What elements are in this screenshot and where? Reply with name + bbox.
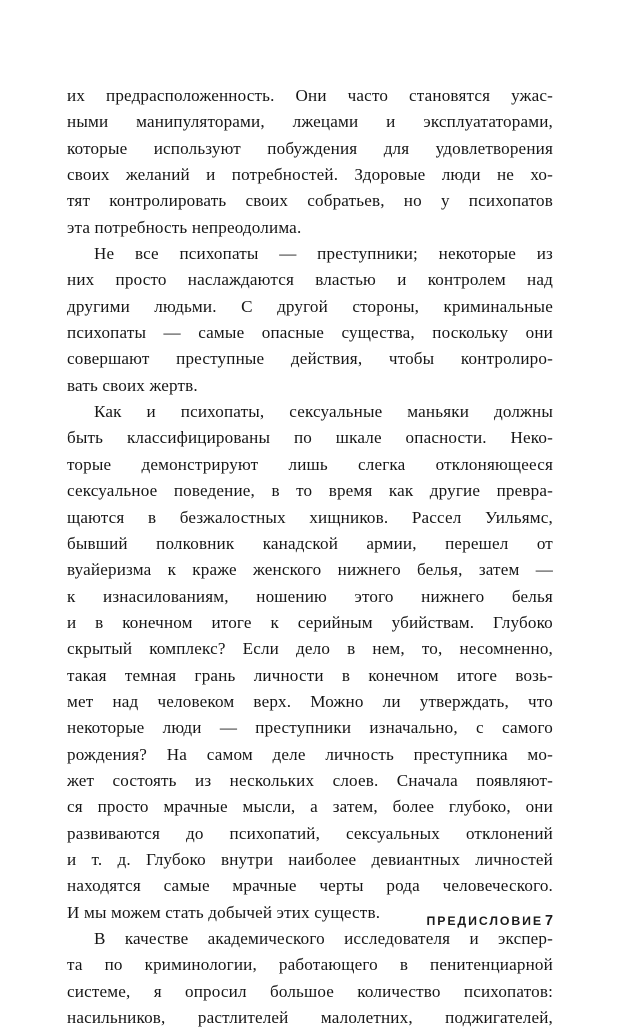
text-run: по (293, 428, 312, 448)
text-run: деле (272, 744, 306, 764)
text-line (67, 425, 553, 451)
text-run: самом (206, 744, 253, 764)
text-run: и (469, 929, 479, 948)
text-run: своих (245, 191, 289, 211)
text-run: в (95, 612, 104, 632)
text-run: армии, (366, 533, 417, 553)
text-run: конечном (368, 665, 439, 685)
text-run: другие (429, 481, 481, 501)
text-run: конечном (122, 612, 193, 632)
text-run: другими (67, 296, 130, 316)
text-run: то, (421, 639, 443, 659)
page-number: 7 (544, 913, 553, 929)
text-run: бывший (67, 533, 128, 553)
text-run: Не (94, 244, 115, 264)
text-run: становятся (409, 86, 491, 105)
text-run: преступные (176, 349, 265, 369)
text-run: удовлетворения (435, 138, 553, 158)
text-run: человеческого. (442, 876, 553, 896)
text-run: и (146, 402, 156, 422)
paragraph (67, 83, 553, 241)
text-run: демонстрируют (141, 454, 259, 474)
text-run: слегка (358, 454, 406, 474)
text-run: Если (242, 639, 279, 659)
text-run: полковник (156, 533, 235, 553)
text-run: — (279, 244, 297, 264)
text-run: часто (347, 86, 389, 105)
text-run: преступники (255, 718, 352, 738)
text-run: состоять (112, 770, 177, 790)
text-line (67, 847, 553, 873)
text-run: возь- (515, 665, 553, 685)
text-run: та (67, 955, 83, 975)
text-line (67, 267, 553, 293)
text-run: более (392, 797, 435, 817)
text-run: женского (253, 560, 322, 580)
text-run: эта потребность непреодолима. (67, 217, 302, 237)
text-run: поскольку (432, 323, 509, 343)
text-run: я (153, 981, 162, 1001)
text-run: Как (94, 402, 122, 422)
text-run: мрачные (232, 876, 297, 896)
text-run: насильников, (67, 1008, 166, 1028)
text-run: людьми. (154, 296, 217, 316)
text-run: классифицированы (126, 428, 271, 448)
text-run: поведение, (173, 481, 256, 501)
text-run: качестве (124, 929, 189, 948)
text-run: изначально, (369, 718, 458, 738)
text-run: шкале (335, 428, 382, 448)
text-run: поджигателей, (445, 1008, 553, 1028)
text-run: побуждения (267, 138, 358, 158)
text-run: быть (67, 428, 104, 448)
text-run: действия, (290, 349, 363, 369)
text-run: глубоко, (448, 797, 511, 817)
text-run: психопаты (67, 323, 147, 343)
text-run: В (94, 929, 106, 948)
text-run: опасности. (405, 428, 487, 448)
text-run: мет (67, 691, 94, 711)
text-run: личности (253, 665, 324, 685)
text-run: сексуальное (67, 481, 158, 501)
text-run: ношению (256, 586, 327, 606)
text-line (67, 241, 553, 267)
text-run: находятся (67, 876, 141, 896)
paragraph (67, 399, 553, 926)
text-run: по (104, 955, 123, 975)
text-run: краже (192, 560, 237, 580)
text-run: рождения? (67, 744, 148, 764)
text-run: И мы можем стать добычей этих существ. (67, 902, 381, 922)
text-run: — (163, 323, 181, 343)
text-run: ными (67, 112, 109, 132)
text-run: маньяки (407, 402, 470, 422)
text-run: эксплуататорами, (423, 112, 553, 132)
text-run: грань (194, 665, 236, 685)
text-run: наиболее (288, 849, 357, 869)
text-run: человеком (157, 691, 235, 711)
text-run: их (67, 86, 86, 105)
text-run: дело (296, 639, 331, 659)
text-run: — (219, 718, 238, 738)
text-run: криминологии, (144, 955, 257, 975)
text-line (67, 531, 553, 557)
text-run: но (403, 191, 422, 211)
text-run: Неко- (510, 428, 553, 448)
text-run: некоторые (67, 718, 145, 738)
text-run: работающего (278, 955, 378, 975)
text-run: используют (153, 138, 241, 158)
text-run: мысли, (242, 797, 296, 817)
text-run: стороны, (352, 296, 420, 316)
text-run: экспер- (498, 929, 553, 948)
text-run: контролировать (109, 191, 227, 211)
text-run: своих (67, 165, 110, 185)
text-run: малолетних, (320, 1008, 413, 1028)
text-run: количество (357, 981, 441, 1001)
text-run: которые (67, 138, 128, 158)
text-run: отклоняющееся (435, 454, 553, 474)
text-run: они (525, 323, 553, 343)
text-run: личностей (475, 849, 553, 869)
text-run: для (383, 138, 410, 158)
text-run: утверждать, (419, 691, 509, 711)
text-run: самые (163, 876, 210, 896)
text-run: существа, (341, 323, 415, 343)
text-run: а (310, 797, 318, 817)
text-run: темная (124, 665, 177, 685)
text-line (67, 83, 553, 109)
text-run: к (167, 560, 177, 580)
text-run: не (496, 165, 515, 185)
text-run: время (328, 481, 373, 501)
text-run: ужас- (511, 86, 553, 105)
text-line (67, 188, 553, 214)
text-run: у (440, 191, 450, 211)
text-run: собратьев, (307, 191, 385, 211)
text-run: в (347, 639, 356, 659)
text-run: затем, (332, 797, 378, 817)
text-run: люди (162, 718, 202, 738)
text-run: этого (354, 586, 394, 606)
text-run: На (166, 744, 188, 764)
text-line (67, 715, 553, 741)
page-footer (67, 899, 553, 943)
text-run: контролиро- (460, 349, 553, 369)
text-run: личность (325, 744, 394, 764)
text-run: психопатов (468, 191, 553, 211)
text-run: они (525, 797, 553, 817)
text-run: белья, (417, 560, 463, 580)
running-head-label: ПРЕДИСЛОВИЕ (426, 914, 543, 928)
text-run: тят (67, 191, 91, 211)
text-run: торые (67, 454, 112, 474)
text-run: вуайеризма (67, 560, 152, 580)
text-run: опросил (185, 981, 247, 1001)
text-line (67, 742, 553, 768)
text-run: белья (511, 586, 553, 606)
text-run: хищников. (309, 507, 389, 527)
text-run: в (399, 955, 409, 975)
text-run: как (388, 481, 414, 501)
text-run: слоев. (332, 770, 379, 790)
text-line (67, 346, 553, 372)
text-run: хо- (530, 165, 553, 185)
text-run: серийным (297, 612, 373, 632)
text-run: перешел (445, 533, 509, 553)
text-run: нижнего (421, 586, 485, 606)
text-line (67, 610, 553, 636)
text-run: отклонений (465, 823, 553, 843)
text-run: — (535, 560, 553, 580)
text-run: то (296, 481, 313, 501)
text-line (67, 373, 553, 399)
text-run: убийствам. (391, 612, 475, 632)
text-run: контролем (427, 270, 506, 290)
text-run: криминальные (443, 296, 553, 316)
text-run: желаний (125, 165, 190, 185)
text-run: верх. (253, 691, 292, 711)
text-line (67, 478, 553, 504)
text-line (67, 636, 553, 662)
text-run: д. (117, 849, 131, 869)
paragraph (67, 241, 553, 399)
text-run: итоге (211, 612, 252, 632)
text-run: в (271, 481, 280, 501)
text-run: развиваются (67, 823, 161, 843)
text-run: и (397, 270, 407, 290)
text-run: некоторые (438, 244, 517, 264)
text-run: сексуальных (345, 823, 441, 843)
text-run: с (476, 718, 484, 738)
text-run: изнасилованиям, (103, 586, 229, 606)
text-run: щаются (67, 507, 125, 527)
body-text-column (67, 83, 553, 1031)
text-run: такая (67, 665, 107, 685)
text-line (67, 452, 553, 478)
text-run: просто (115, 270, 167, 290)
text-run: внутри (220, 849, 274, 869)
text-line (67, 136, 553, 162)
text-line (67, 1005, 553, 1031)
text-run: нескольких (229, 770, 315, 790)
text-run: психопаты (179, 244, 259, 264)
text-run: другой (277, 296, 328, 316)
text-run: совершают (67, 349, 150, 369)
text-run: Сначала (396, 770, 458, 790)
text-line (67, 663, 553, 689)
text-run: Рассел (411, 507, 462, 527)
text-run: т. (91, 849, 103, 869)
text-run: и (386, 112, 396, 132)
text-run: в (147, 507, 157, 527)
text-line (67, 821, 553, 847)
text-run: итоге (456, 665, 498, 685)
text-run: опасные (261, 323, 325, 343)
text-run: над (112, 691, 139, 711)
text-run: самого (502, 718, 553, 738)
text-run: вать своих жертв. (67, 375, 198, 395)
text-run: властью (315, 270, 377, 290)
text-line (67, 505, 553, 531)
text-run: и (206, 165, 216, 185)
text-run: ся (67, 797, 83, 817)
text-run: и (67, 612, 77, 632)
text-run: комплекс? (149, 639, 226, 659)
text-run: академического (207, 929, 325, 948)
text-run: должны (493, 402, 553, 422)
text-run: исследователя (344, 929, 451, 948)
text-run: Уильямс, (485, 507, 553, 527)
text-run: предрасположенность. (106, 86, 275, 105)
text-run: от (536, 533, 553, 553)
text-run: лишь (288, 454, 328, 474)
text-run: девиантных (371, 849, 461, 869)
text-run: пенитенциарной (430, 955, 553, 975)
text-run: потребностей. (231, 165, 339, 185)
text-run: скрытый (67, 639, 133, 659)
text-run: несомненно, (459, 639, 553, 659)
text-run: психопаты, (180, 402, 265, 422)
text-run: С (241, 296, 253, 316)
text-run: лжецами (292, 112, 359, 132)
text-run: Глубоко (145, 849, 206, 869)
text-run: самые (198, 323, 245, 343)
text-line (67, 873, 553, 899)
text-run: в (341, 665, 351, 685)
text-run: преступника (413, 744, 508, 764)
text-run: чтобы (388, 349, 435, 369)
text-run: из (195, 770, 212, 790)
text-run: психопатий, (229, 823, 321, 843)
text-run: что (528, 691, 553, 711)
text-run: и (67, 849, 77, 869)
text-line (67, 215, 553, 241)
text-line (67, 689, 553, 715)
text-line (67, 399, 553, 425)
text-line (67, 109, 553, 135)
text-run: к (67, 586, 76, 606)
text-run: просто (97, 797, 149, 817)
text-run: наслаждаются (187, 270, 295, 290)
text-run: люди (441, 165, 481, 185)
text-run: затем (478, 560, 520, 580)
text-run: Можно (310, 691, 364, 711)
text-run: них (67, 270, 95, 290)
text-run: нем, (372, 639, 405, 659)
text-run: Глубоко (493, 612, 553, 632)
text-run: сексуальные (289, 402, 383, 422)
text-run: до (186, 823, 204, 843)
text-line (67, 294, 553, 320)
text-run: все (134, 244, 159, 264)
text-run: превра- (496, 481, 553, 501)
text-run: преступники; (317, 244, 418, 264)
text-line (67, 584, 553, 610)
text-run: большое (269, 981, 335, 1001)
text-run: черты (319, 876, 364, 896)
text-run: психопатов: (463, 981, 553, 1001)
text-run: мрачные (163, 797, 228, 817)
text-run: к (270, 612, 279, 632)
text-run: из (536, 244, 553, 264)
text-run: манипуляторами, (136, 112, 265, 132)
text-run: канадской (262, 533, 339, 553)
text-run: ли (382, 691, 401, 711)
text-line (67, 557, 553, 583)
text-run: рода (386, 876, 420, 896)
text-line (67, 768, 553, 794)
text-run: Они (295, 86, 327, 105)
text-run: появляют- (476, 770, 553, 790)
text-run: системе, (67, 981, 131, 1001)
text-run: растлителей (197, 1008, 289, 1028)
text-line (67, 320, 553, 346)
text-line (67, 162, 553, 188)
text-line (67, 952, 553, 978)
text-run: над (527, 270, 553, 290)
text-run: Здоровые (354, 165, 426, 185)
text-run: жет (67, 770, 95, 790)
text-line (67, 979, 553, 1005)
text-run: безжалостных (179, 507, 286, 527)
text-line (67, 794, 553, 820)
text-run: нижнего (337, 560, 401, 580)
text-run: мо- (527, 744, 553, 764)
